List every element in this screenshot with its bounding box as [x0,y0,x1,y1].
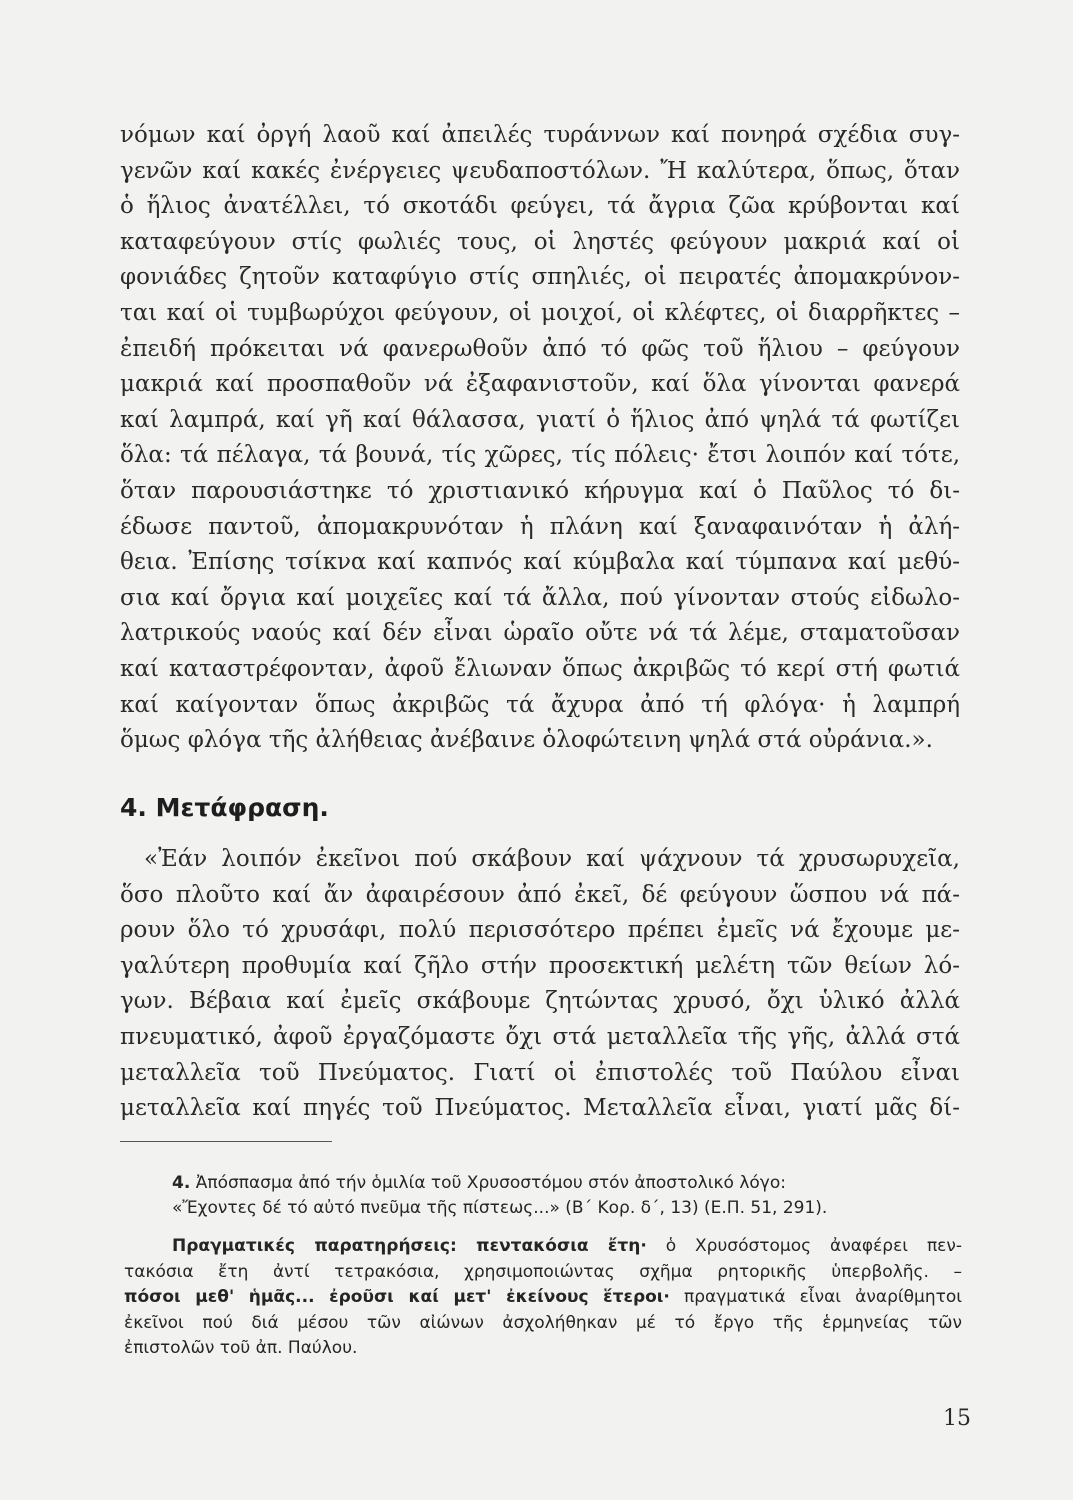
text-line: ρουν ὅλο τό χρυσάφι, πολύ περισσότερο πρέπει ἐμεῖς νά ἔχουμε με- [120,917,960,944]
note-line: τακόσια ἔτη ἀντί τετρακόσια, χρησιμοποιώντας σχῆμα ρητορικῆς ὑπερβολῆς. – [124,1261,962,1282]
text-line: ὅταν παρουσιάστηκε τό χριστιανικό κήρυγμα καί ὁ Παῦλος τό δι- [120,477,960,504]
footnote-number: 4. [172,1173,191,1193]
text-line: ὅσο πλοῦτο καί ἄν ἀφαιρέσουν ἀπό ἐκεῖ, δέ φεύγουν ὥσπου νά πά- [120,881,960,908]
text-line: λατρικούς ναούς καί δέν εἶναι ὡραῖο οὔτε νά τά λέμε, σταματοῦσαν [120,620,960,647]
text-line: έδωσε παντοῦ, ἀπομακρυνόταν ἡ πλάνη καί ξαναφαινόταν ἡ ἀλή- [120,513,960,540]
text-line: μακριά καί προσπαθοῦν νά ἐξαφανιστοῦν, καί ὅλα γίνονται φανερά [120,371,960,398]
text-line: ἐπειδή πρόκειται νά φανερωθοῦν ἀπό τό φῶς τοῦ ἥλιου – φεύγουν [120,335,960,362]
footnote-divider [120,1141,332,1142]
text-line: γαλύτερη προθυμία καί ζῆλο στήν προσεκτική μελέτη τῶν θείων λό- [120,952,960,979]
translation-passage [120,842,960,1127]
text-line: ὅμως φλόγα τῆς ἀλήθειας ἀνέβαινε ὁλοφώτεινη ψηλά στά οὐράνια.». [120,727,933,754]
footnote-line: «Ἔχοντες δέ τό αὐτό πνεῦμα τῆς πίστεως...» (Β΄ Κορ. δ΄, 13) (Ε.Π. 51, 291). [172,1198,828,1218]
text-line: πνευματικό, ἀφοῦ ἐργαζόμαστε ὄχι στά μεταλλεῖα τῆς γῆς, ἀλλά στά [120,1023,960,1050]
text-line: καί καίγονταν ὅπως ἀκριβῶς τά ἄχυρα ἀπό τή φλόγα· ἡ λαμπρή [120,691,960,718]
note-term: Πραγματικές παρατηρήσεις: πεντακόσια ἔτη· [172,1236,647,1256]
text-line: καταφεύγουν στίς φωλιές τους, οἱ ληστές φεύγουν μακριά καί οἱ [120,228,960,255]
factual-notes [124,1234,962,1362]
text-line: γενῶν καί κακές ἐνέργειες ψευδαποστόλων. Ἤ καλύτερα, ὅπως, ὅταν [120,157,960,184]
text-line: καί καταστρέφονταν, ἀφοῦ ἔλιωναν ὅπως ἀκριβῶς τό κερί στή φωτιά [120,655,960,682]
text-line: θεια. Ἐπίσης τσίκνα καί καπνός καί κύμβαλα καί τύμπανα καί μεθύ- [120,549,960,576]
note-term: πόσοι μεθ' ἡμᾶς... ἐροῦσι καί μετ' ἐκείνους ἕτεροι· [124,1287,670,1307]
note-line: ἐκεῖνοι πού διά μέσου τῶν αἰώνων ἀσχολήθηκαν μέ τό ἔργο τῆς ἑρμηνείας τῶν [124,1312,962,1333]
note-text: πραγματικά εἶναι ἀναρίθμητοι [669,1287,962,1307]
text-line: φονιάδες ζητοῦν καταφύγιο στίς σπηλιές, οἱ πειρατές ἀπομακρύνον- [120,264,960,291]
footnote-text: Ἀπόσπασμα ἀπό τήν ὁμιλία τοῦ Χρυσοστόμου στόν ἀποστολικό λόγο: [195,1173,786,1193]
text-line: νόμων καί ὀργή λαοῦ καί ἀπειλές τυράννων καί πονηρά σχέδια συγ- [120,122,960,148]
text-line: ται καί οἱ τυμβωρύχοι φεύγουν, οἱ μοιχοί, οἱ κλέφτες, οἱ διαρρῆκτες – [120,299,960,326]
text-line: καί λαμπρά, καί γῆ καί θάλασσα, γιατί ὁ ἥλιος ἀπό ψηλά τά φωτίζει [120,406,960,433]
text-line: σια καί ὄργια καί μοιχεῖες καί τά ἄλλα, πού γίνονταν στούς εἰδωλο- [120,584,960,611]
section-heading: 4. Μετάφραση. [120,793,329,822]
note-line [124,1285,962,1311]
text-line: «Ἐάν λοιπόν ἐκεῖνοι πού σκάβουν καί ψάχνουν τά χρυσωρυχεῖα, [144,846,960,872]
text-line: γων. Βέβαια καί ἐμεῖς σκάβουμε ζητώντας χρυσό, ὄχι ὑλικό ἀλλά [120,988,960,1015]
text-line: ὁ ἥλιος ἀνατέλλει, τό σκοτάδι φεύγει, τά ἄγρια ζῶα κρύβονται καί [120,193,960,220]
text-line: ὅλα: τά πέλαγα, τά βουνά, τίς χῶρες, τίς πόλεις· ἔτσι λοιπόν καί τότε, [120,442,960,469]
text-line: μεταλλεῖα καί πηγές τοῦ Πνεύματος. Μεταλλεῖα εἶναι, γιατί μᾶς δί- [120,1095,960,1122]
note-line: ἐπιστολῶν τοῦ ἀπ. Παύλου. [124,1338,358,1358]
note-line [124,1234,962,1260]
text-line: μεταλλεῖα τοῦ Πνεύματος. Γιατί οἱ ἐπιστολές τοῦ Παύλου εἶναι [120,1059,960,1086]
footnote-line [172,1171,960,1197]
quoted-passage [120,118,960,759]
footnote-continued [124,1196,920,1222]
note-text: ὁ Χρυσόστομος ἀναφέρει πεν- [646,1236,962,1256]
page-number: 15 [943,1406,971,1431]
footnote [172,1171,960,1197]
